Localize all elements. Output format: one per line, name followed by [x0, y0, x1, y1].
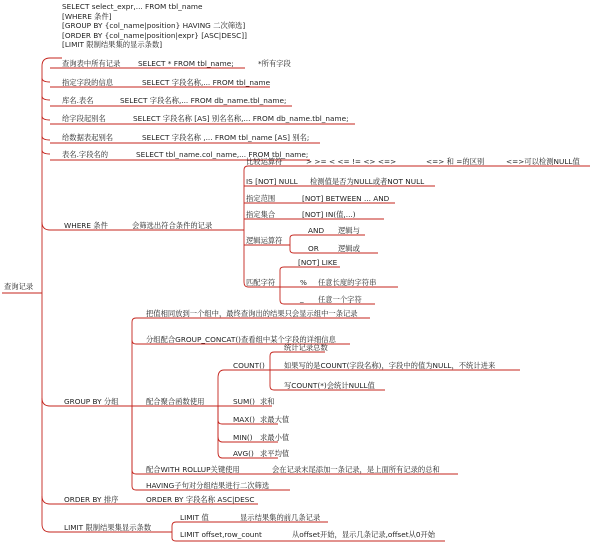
node-field-alias: 给字段起别名: [62, 114, 106, 123]
node-rollup: 配合WITH ROLLUP关键使用: [146, 465, 240, 474]
syntax-line: [LIMIT 限制结果集的显示条数]: [62, 40, 163, 50]
node-limit-value-note: 显示结果集的前几条记录: [240, 513, 321, 522]
node-db-table-sql: SELECT 字段名称,... FROM db_name.tbl_name;: [120, 96, 287, 105]
node-set: 指定集合: [246, 210, 276, 219]
node-compare-note: <=>可以检测NULL值: [506, 157, 580, 166]
node-where: WHERE 条件: [64, 221, 108, 230]
node-table-alias: 给数据表起别名: [62, 133, 114, 142]
node-table-dot-field: 表名.字段名的: [62, 150, 109, 159]
node-compare-diff: <=> 和 =的区别: [426, 157, 485, 166]
node-group-by: GROUP BY 分组: [64, 397, 119, 406]
node-order-by: ORDER BY 排序: [64, 495, 119, 504]
node-db-table: 库名.表名: [62, 96, 94, 105]
node-count-note-1: 统计记录总数: [284, 343, 328, 352]
node-match-percent-note: 任意长度的字符串: [318, 278, 377, 287]
node-min: MIN(): [233, 433, 253, 442]
root-node: 查询记录: [4, 282, 34, 291]
sql-syntax-header: [62, 2, 247, 50]
syntax-line: SELECT select_expr,... FROM tbl_name: [62, 2, 203, 11]
node-match: 匹配字符: [246, 278, 276, 287]
node-logic-and-note: 逻辑与: [338, 226, 360, 235]
node-count-note-3: 写COUNT(*)会统计NULL值: [284, 381, 375, 390]
node-limit-offset-note: 从offset开始，显示几条记录,offset从0开始: [292, 530, 436, 539]
node-group-concat: 分组配合GROUP_CONCAT()查看组中某个字段的详细信息: [146, 335, 336, 344]
node-all-records: 查询表中所有记录: [62, 59, 121, 68]
node-match-percent: %: [300, 278, 307, 287]
node-count-note-2: 如果写的是COUNT(字段名称)，字段中的值为NULL，不统计进来: [284, 361, 496, 370]
node-is-null: IS [NOT] NULL: [246, 177, 298, 186]
node-avg: AVG(): [233, 449, 254, 458]
node-all-records-sql: SELECT * FROM tbl_name;: [138, 59, 234, 68]
node-set-note: [NOT] IN(值,...): [302, 210, 356, 219]
node-sum: SUM(): [233, 397, 255, 406]
syntax-line: [ORDER BY {col_name|position|expr} [ASC|DESC]]: [62, 30, 247, 40]
node-count: COUNT(): [233, 361, 265, 370]
syntax-line: [GROUP BY {col_name|position} HAVING 二次筛选]: [62, 21, 246, 31]
node-limit: LIMIT 限制结果集显示条数: [64, 523, 152, 532]
node-all-records-note: *所有字段: [258, 59, 291, 68]
node-specified-fields: 指定字段的信息: [62, 78, 114, 87]
node-min-note: 求最小值: [260, 433, 290, 442]
node-where-desc: 会筛选出符合条件的记录: [132, 221, 213, 230]
node-rollup-note: 会在记录末尾添加一条记录，是上面所有记录的总和: [272, 465, 440, 474]
node-limit-value: LIMIT 值: [180, 513, 209, 522]
node-having: HAVING子句对分组结果进行二次筛选: [146, 481, 270, 490]
node-specified-fields-sql: SELECT 字段名称,... FROM tbl_name: [142, 78, 271, 87]
node-table-alias-sql: SELECT 字段名称 ,... FROM tbl_name [AS] 别名;: [142, 133, 310, 142]
node-max: MAX(): [233, 415, 255, 424]
node-max-note: 求最大值: [260, 415, 290, 424]
node-logic-or-note: 逻辑或: [338, 244, 360, 253]
syntax-line: [WHERE 条件]: [62, 11, 112, 21]
node-order-by-sql: ORDER BY 字段名称 ASC|DESC: [146, 495, 255, 504]
node-field-alias-sql: SELECT 字段名称 [AS] 别名名称,... FROM db_name.tbl_name;: [133, 114, 349, 123]
node-aggregate: 配合聚合函数使用: [146, 397, 205, 406]
node-logic-ops: 逻辑运算符: [246, 236, 283, 245]
node-logic-or: OR: [308, 244, 319, 253]
node-range-note: [NOT] BETWEEN ... AND: [302, 194, 390, 203]
node-logic-and: AND: [308, 226, 325, 235]
node-match-like: [NOT] LIKE: [298, 258, 338, 267]
node-compare-ops-list: > >= < <= != <> <=>: [306, 157, 397, 166]
node-is-null-note: 检测值是否为NULL或者NOT NULL: [310, 177, 425, 186]
node-range: 指定范围: [246, 194, 276, 203]
node-compare-ops: 比较运算符: [246, 157, 283, 166]
node-limit-offset: LIMIT offset,row_count: [180, 530, 262, 539]
node-match-underscore: _: [300, 294, 304, 303]
node-sum-note: 求和: [260, 397, 275, 406]
node-avg-note: 求平均值: [260, 449, 290, 458]
node-match-underscore-note: 任意一个字符: [318, 295, 362, 304]
node-group-desc: 把值相同放到一个组中，最终查询出的结果只会显示组中一条记录: [146, 309, 358, 318]
node-table-dot-field-sql: SELECT tbl_name.col_name,... FROM tbl_name;: [136, 150, 309, 159]
